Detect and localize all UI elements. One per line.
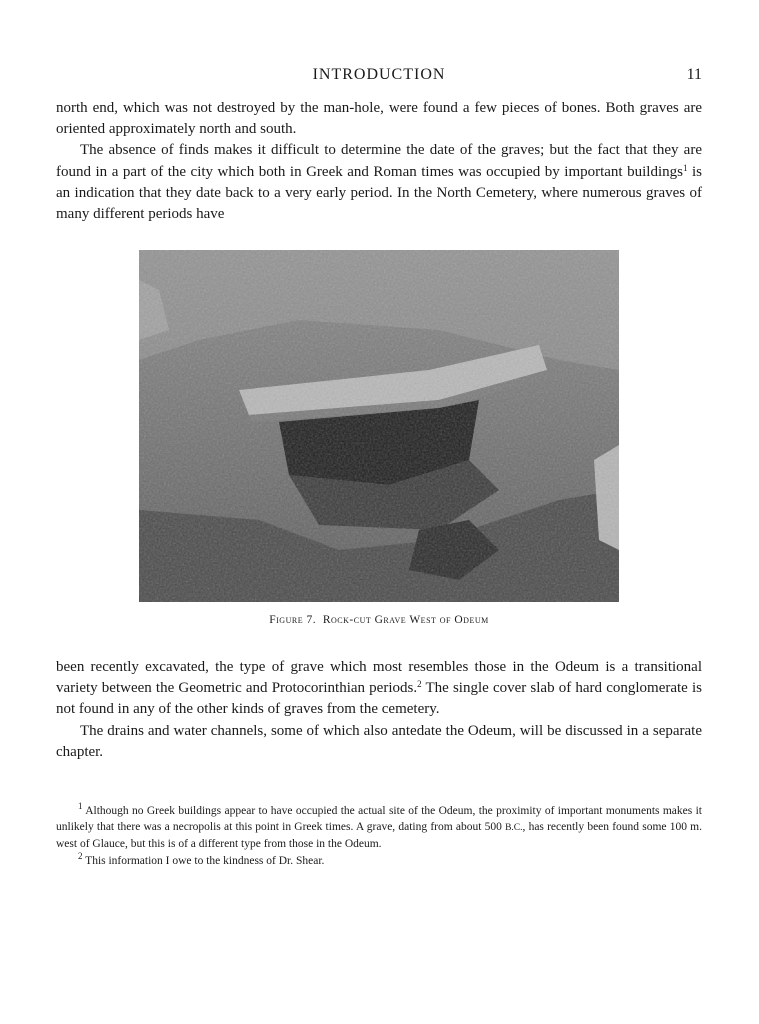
footnote-mark: 1 [78,801,83,811]
paragraph [56,140,702,225]
paragraph [56,657,702,721]
footnote-mark: 2 [78,850,83,861]
paragraph: The drains and water channels, some of which also antedate the Odeum, will be discussed in a separate chapter. [56,722,702,760]
rock-cut-grave-photo [139,250,619,602]
era-abbrev: B.C. [505,823,523,834]
paragraph-text: The single cover slab of hard conglomerate is not found in any of the other kinds of graves from the cemetery. [56,680,702,718]
footnote-ref: 2 [417,679,422,690]
figure-caption [56,614,702,626]
footnote [56,803,702,853]
figure-title: Rock-cut Grave West of Odeum [322,614,489,626]
page-number: 11 [686,66,702,83]
paragraph-text: been recently excavated, the type of grave which most resembles those in the Odeum is a transitional variety between the Geometric and Protocorinthian periods. [56,659,702,697]
footnote-ref: 1 [682,162,688,173]
figure-label: Figure 7. [269,614,317,626]
footnote-text: This information I owe to the kindness of Dr. Shear. [82,854,325,867]
footnote [56,850,702,869]
body-text-top [56,98,702,225]
paragraph-text: The absence of finds makes it difficult to determine the date of the graves; but the fact that they are found in a part of the city which both in Greek and Roman times was occupied by important buildings [56,142,702,180]
footnote-text: , has recently been found some 100 m. west of Glauce, but this is of a different type from those in the Odeum. [56,821,702,851]
footnote-text: Although no Greek buildings appear to have occupied the actual site of the Odeum, the proximity of important monuments makes it unlikely that there was a necropolis at this point in Greek times. A grave, dating from about 500 [56,805,702,834]
paragraph-text: is an indication that they date back to a very early period. In the North Cemetery, where numerous graves of many different periods have [56,163,702,223]
body-text-bottom [56,657,702,763]
footnotes [56,803,702,869]
figure-photo [139,250,619,602]
running-title: INTRODUCTION [312,66,446,83]
running-head [56,66,702,88]
paragraph: north end, which was not destroyed by the man-hole, were found a few pieces of bones. Both graves are oriented approximately north and south. [56,100,702,138]
